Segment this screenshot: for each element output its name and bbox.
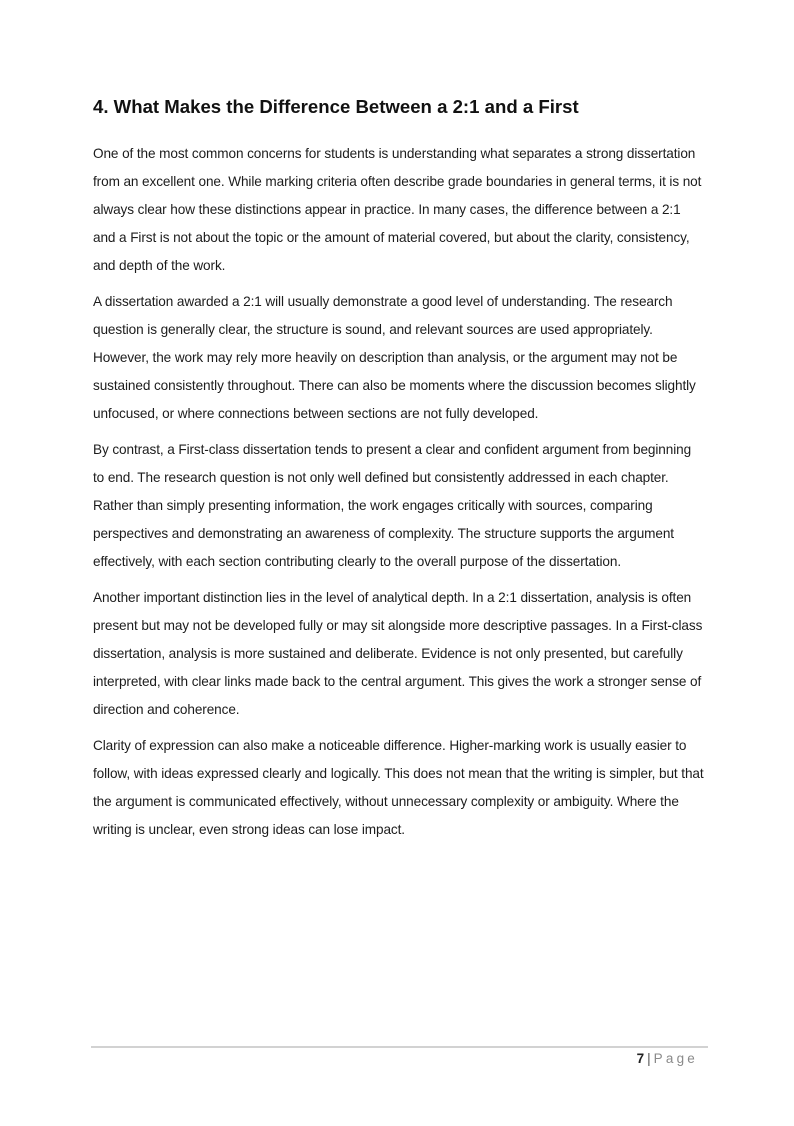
footer-divider (91, 1046, 708, 1048)
paragraph-1: One of the most common concerns for students is understanding what separates a strong dissertation from an excellent one. While marking criteria often describe grade boundaries in general terms, it is not always clear how these distinctions appear in practice. In many cases, the difference between a 2:1 and a First is not about the topic or the amount of material covered, but about the clarity, consistency, and depth of the work. (93, 146, 702, 273)
body-text (93, 140, 705, 852)
section-heading: 4. What Makes the Difference Between a 2:1 and a First (93, 96, 579, 117)
page-label: Page (653, 1051, 698, 1066)
page-number: 7 (636, 1051, 645, 1066)
page-separator: | (647, 1051, 651, 1066)
paragraph-5: Clarity of expression can also make a noticeable difference. Higher-marking work is usually easier to follow, with ideas expressed clearly and logically. This does not mean that the writing is simpler, but that the argument is communicated effectively, without unnecessary complexity or ambiguity. Where the writing is unclear, even strong ideas can lose impact. (93, 738, 704, 837)
paragraph-2: A dissertation awarded a 2:1 will usually demonstrate a good level of understanding. The research question is generally clear, the structure is sound, and relevant sources are used appropriately. However, the work may rely more heavily on description than analysis, or the argument may not be sustained consistently throughout. There can also be moments where the discussion becomes slightly unfocused, or where connections between sections are not fully developed. (93, 294, 696, 421)
paragraph-3: By contrast, a First-class dissertation tends to present a clear and confident argument from beginning to end. The research question is not only well defined but consistently addressed in each chapter. Rather than simply presenting information, the work engages critically with sources, comparing perspectives and demonstrating an awareness of complexity. The structure supports the argument effectively, with each section contributing clearly to the overall purpose of the dissertation. (93, 442, 692, 569)
page-number-footer (637, 1050, 698, 1068)
paragraph-4: Another important distinction lies in the level of analytical depth. In a 2:1 dissertation, analysis is often present but may not be developed fully or may sit alongside more descriptive passages. In a First-class dissertation, analysis is more sustained and deliberate. Evidence is not only presented, but carefully interpreted, with clear links made back to the central argument. This gives the work a stronger sense of direction and coherence. (93, 590, 703, 717)
